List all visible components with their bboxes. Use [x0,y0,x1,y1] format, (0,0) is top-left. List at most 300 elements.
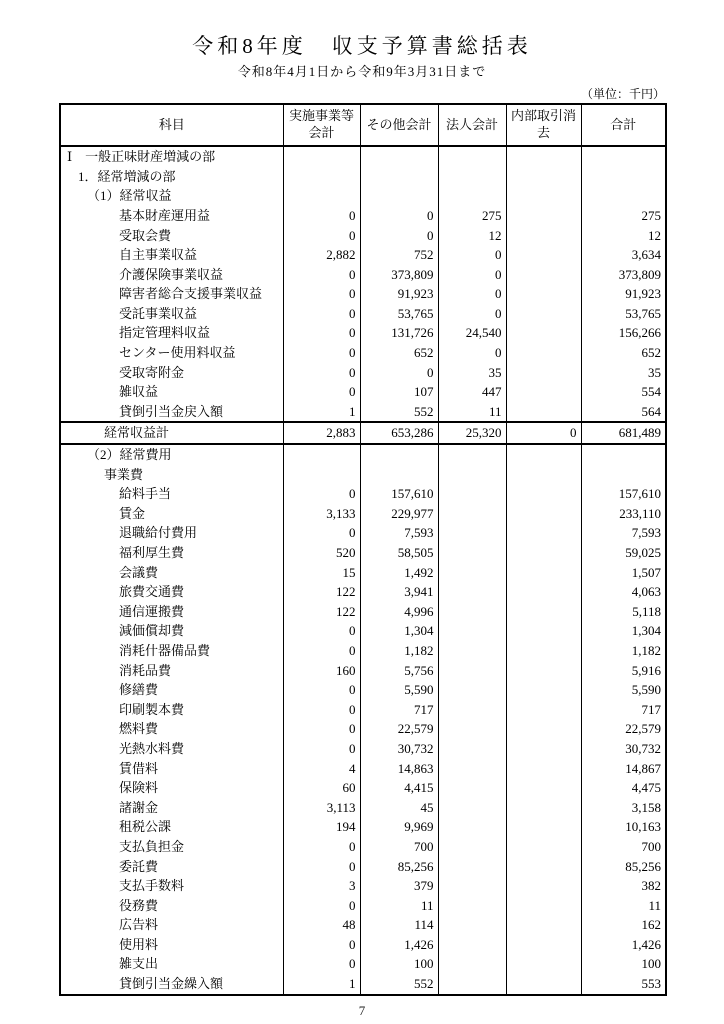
cell-value [283,167,360,187]
column-header: 合計 [581,104,666,146]
cell-value: 10,163 [581,817,666,837]
cell-value [438,935,506,955]
unit-note: （単位：千円） [580,87,665,102]
header-row [60,104,666,146]
cell-value: 5,590 [360,680,438,700]
cell-value: 3,113 [283,798,360,818]
cell-value: 0 [283,484,360,504]
table-row [60,857,666,877]
cell-value: 85,256 [360,857,438,877]
row-label: 賃金 [60,504,283,524]
cell-value: 194 [283,817,360,837]
cell-value: 48 [283,915,360,935]
cell-value: 22,579 [581,719,666,739]
cell-value [506,304,581,324]
row-label: 雑支出 [60,954,283,974]
cell-value: 0 [283,621,360,641]
table-row [60,759,666,779]
cell-value: 0 [283,857,360,877]
cell-value: 3 [283,876,360,896]
row-label: 減価償却費 [60,621,283,641]
cell-value [506,778,581,798]
row-label: 自主事業収益 [60,245,283,265]
table-row [60,798,666,818]
cell-value [581,444,666,465]
table-row [60,935,666,955]
cell-value: 275 [581,206,666,226]
row-label: 障害者総合支援事業収益 [60,284,283,304]
cell-value: 717 [581,700,666,720]
cell-value: 2,882 [283,245,360,265]
cell-value [438,641,506,661]
cell-value: 233,110 [581,504,666,524]
cell-value [506,837,581,857]
cell-value: 0 [283,323,360,343]
cell-value: 91,923 [360,284,438,304]
cell-value [438,484,506,504]
cell-value: 2,883 [283,422,360,444]
cell-value: 1,426 [581,935,666,955]
cell-value [506,323,581,343]
cell-value: 131,726 [360,323,438,343]
table-row [60,582,666,602]
column-header: 法人会計 [438,104,506,146]
cell-value: 100 [360,954,438,974]
cell-value: 25,320 [438,422,506,444]
cell-value: 85,256 [581,857,666,877]
cell-value [506,896,581,916]
table-row [60,323,666,343]
cell-value [506,915,581,935]
cell-value: 0 [283,343,360,363]
table-row [60,837,666,857]
cell-value [438,915,506,935]
row-label: 貸倒引当金戻入額 [60,402,283,423]
row-label: 役務費 [60,896,283,916]
cell-value [283,186,360,206]
cell-value [438,700,506,720]
cell-value: 11 [360,896,438,916]
cell-value [506,857,581,877]
page-subtitle: 令和8年4月1日から令和9年3月31日まで [237,64,487,80]
cell-value: 157,610 [360,484,438,504]
cell-value [506,700,581,720]
cell-value: 552 [360,974,438,995]
cell-value: 4,063 [581,582,666,602]
cell-value: 1,507 [581,563,666,583]
cell-value [283,465,360,485]
cell-value: 3,941 [360,582,438,602]
cell-value [438,739,506,759]
cell-value: 373,809 [581,265,666,285]
row-label: 賃借料 [60,759,283,779]
cell-value [438,857,506,877]
cell-value [506,226,581,246]
cell-value [506,661,581,681]
cell-value [438,444,506,465]
cell-value: 12 [581,226,666,246]
cell-value: 35 [438,363,506,383]
cell-value: 7,593 [581,523,666,543]
cell-value: 0 [438,304,506,324]
table-row [60,543,666,563]
row-label: 受取会費 [60,226,283,246]
row-label: 消耗什器備品費 [60,641,283,661]
cell-value: 162 [581,915,666,935]
table-row [60,817,666,837]
cell-value: 58,505 [360,543,438,563]
cell-value [506,759,581,779]
cell-value: 7,593 [360,523,438,543]
row-label: 退職給付費用 [60,523,283,543]
row-label: 雑収益 [60,382,283,402]
cell-value: 0 [360,363,438,383]
cell-value: 229,977 [360,504,438,524]
cell-value [438,582,506,602]
cell-value [438,954,506,974]
cell-value: 5,756 [360,661,438,681]
row-label: 支払負担金 [60,837,283,857]
cell-value: 0 [438,265,506,285]
column-header: 科目 [60,104,283,146]
cell-value [438,778,506,798]
cell-value: 60 [283,778,360,798]
cell-value [360,444,438,465]
cell-value: 1,304 [581,621,666,641]
cell-value [506,680,581,700]
cell-value: 0 [438,343,506,363]
cell-value: 5,118 [581,602,666,622]
cell-value: 35 [581,363,666,383]
cell-value [283,444,360,465]
cell-value [506,444,581,465]
cell-value [506,284,581,304]
row-label: 光熱水料費 [60,739,283,759]
cell-value [506,167,581,187]
cell-value: 752 [360,245,438,265]
row-label: センター使用料収益 [60,343,283,363]
cell-value [506,641,581,661]
cell-value [506,186,581,206]
table-row [60,719,666,739]
cell-value [506,817,581,837]
cell-value [438,896,506,916]
cell-value [360,186,438,206]
cell-value [506,363,581,383]
cell-value [438,719,506,739]
cell-value [581,186,666,206]
table-row [60,563,666,583]
row-label: 通信運搬費 [60,602,283,622]
cell-value [438,543,506,563]
cell-value: 0 [360,206,438,226]
table-row [60,284,666,304]
cell-value [506,504,581,524]
cell-value [506,484,581,504]
row-label: 貸倒引当金繰入額 [60,974,283,995]
cell-value: 1,492 [360,563,438,583]
row-label: 印刷製本費 [60,700,283,720]
cell-value [506,621,581,641]
cell-value: 275 [438,206,506,226]
cell-value: 4,415 [360,778,438,798]
cell-value: 0 [283,363,360,383]
table-row [60,422,666,444]
cell-value [438,186,506,206]
cell-value: 0 [283,739,360,759]
cell-value: 24,540 [438,323,506,343]
cell-value [506,465,581,485]
cell-value: 1,426 [360,935,438,955]
table-row [60,876,666,896]
row-label: 会議費 [60,563,283,583]
cell-value: 1,304 [360,621,438,641]
table-row [60,167,666,187]
cell-value: 15 [283,563,360,583]
cell-value [506,876,581,896]
cell-value: 553 [581,974,666,995]
cell-value: 554 [581,382,666,402]
table-row [60,778,666,798]
cell-value [506,523,581,543]
row-label: （1）経常収益 [60,186,283,206]
table-body [60,146,666,995]
cell-value [438,563,506,583]
cell-value: 0 [360,226,438,246]
cell-value: 4 [283,759,360,779]
cell-value [506,146,581,167]
table-row [60,465,666,485]
cell-value [506,954,581,974]
cell-value: 0 [283,226,360,246]
cell-value: 107 [360,382,438,402]
table-row [60,343,666,363]
cell-value: 681,489 [581,422,666,444]
cell-value: 11 [581,896,666,916]
cell-value: 564 [581,402,666,423]
table-row [60,523,666,543]
cell-value: 3,158 [581,798,666,818]
budget-summary-table [59,103,667,996]
cell-value: 14,863 [360,759,438,779]
row-label: 諸謝金 [60,798,283,818]
cell-value: 700 [360,837,438,857]
cell-value: 0 [283,382,360,402]
cell-value [506,343,581,363]
cell-value: 1,182 [581,641,666,661]
cell-value: 122 [283,582,360,602]
cell-value: 379 [360,876,438,896]
cell-value: 0 [283,680,360,700]
cell-value: 0 [438,245,506,265]
row-label: 租税公課 [60,817,283,837]
table-row [60,304,666,324]
cell-value: 4,996 [360,602,438,622]
cell-value: 700 [581,837,666,857]
table-row [60,700,666,720]
cell-value [506,719,581,739]
cell-value: 12 [438,226,506,246]
cell-value: 3,133 [283,504,360,524]
cell-value [283,146,360,167]
row-label: 支払手数料 [60,876,283,896]
cell-value [581,146,666,167]
row-label: 受託事業収益 [60,304,283,324]
cell-value [438,798,506,818]
cell-value [438,146,506,167]
cell-value: 0 [283,304,360,324]
cell-value: 652 [581,343,666,363]
table-row [60,265,666,285]
table-row [60,739,666,759]
cell-value: 9,969 [360,817,438,837]
cell-value: 653,286 [360,422,438,444]
table-row [60,641,666,661]
cell-value: 520 [283,543,360,563]
cell-value: 157,610 [581,484,666,504]
cell-value: 45 [360,798,438,818]
cell-value: 0 [283,837,360,857]
row-label: 受取寄附金 [60,363,283,383]
cell-value: 0 [283,284,360,304]
cell-value: 0 [283,719,360,739]
cell-value: 1 [283,402,360,423]
cell-value: 652 [360,343,438,363]
cell-value [438,974,506,995]
cell-value [581,167,666,187]
row-label: 給料手当 [60,484,283,504]
cell-value: 100 [581,954,666,974]
cell-value [438,876,506,896]
row-label: 基本財産運用益 [60,206,283,226]
cell-value: 0 [283,935,360,955]
table-row [60,444,666,465]
cell-value [438,167,506,187]
cell-value [438,817,506,837]
cell-value [506,935,581,955]
table-row [60,915,666,935]
cell-value: 717 [360,700,438,720]
cell-value: 0 [283,206,360,226]
table-row [60,621,666,641]
document-page [59,0,665,1019]
cell-value: 0 [283,700,360,720]
row-label: 燃料費 [60,719,283,739]
cell-value [506,582,581,602]
row-label: 1．経常増減の部 [60,167,283,187]
table-row [60,363,666,383]
cell-value [438,465,506,485]
table-row [60,896,666,916]
table-row [60,661,666,681]
row-label: 旅費交通費 [60,582,283,602]
cell-value: 5,590 [581,680,666,700]
cell-value: 91,923 [581,284,666,304]
cell-value: 0 [283,265,360,285]
cell-value: 53,765 [581,304,666,324]
cell-value [581,465,666,485]
table-row [60,954,666,974]
table-row [60,484,666,504]
cell-value [438,602,506,622]
table-row [60,186,666,206]
table-row [60,245,666,265]
row-label: 使用料 [60,935,283,955]
row-label: 介護保険事業収益 [60,265,283,285]
cell-value [506,798,581,818]
cell-value: 0 [283,896,360,916]
cell-value [360,167,438,187]
cell-value: 0 [283,954,360,974]
table-row [60,226,666,246]
table-row [60,974,666,995]
cell-value: 447 [438,382,506,402]
cell-value: 4,475 [581,778,666,798]
cell-value: 5,916 [581,661,666,681]
table-row [60,382,666,402]
page-title: 令和8年度 収支予算書総括表 [192,34,532,58]
row-label: 経常収益計 [60,422,283,444]
cell-value [506,382,581,402]
row-label: 事業費 [60,465,283,485]
cell-value [506,206,581,226]
cell-value [506,543,581,563]
row-label: 委託費 [60,857,283,877]
cell-value: 30,732 [581,739,666,759]
cell-value: 0 [506,422,581,444]
cell-value: 14,867 [581,759,666,779]
cell-value [506,265,581,285]
cell-value: 11 [438,402,506,423]
cell-value: 156,266 [581,323,666,343]
cell-value [506,974,581,995]
cell-value: 0 [283,641,360,661]
row-label: 修繕費 [60,680,283,700]
cell-value [506,245,581,265]
cell-value [438,523,506,543]
row-label: Ⅰ 一般正味財産増減の部 [60,146,283,167]
cell-value: 160 [283,661,360,681]
cell-value: 382 [581,876,666,896]
table-row [60,402,666,423]
cell-value [438,621,506,641]
column-header: 内部取引消去 [506,104,581,146]
cell-value: 59,025 [581,543,666,563]
cell-value [506,602,581,622]
cell-value [438,759,506,779]
cell-value: 3,634 [581,245,666,265]
table-row [60,206,666,226]
table-row [60,602,666,622]
table-row [60,146,666,167]
row-label: 消耗品費 [60,661,283,681]
cell-value: 30,732 [360,739,438,759]
row-label: 広告料 [60,915,283,935]
cell-value: 114 [360,915,438,935]
cell-value [438,837,506,857]
cell-value: 0 [438,284,506,304]
cell-value [438,661,506,681]
cell-value [506,402,581,423]
cell-value: 373,809 [360,265,438,285]
cell-value: 1,182 [360,641,438,661]
cell-value [360,146,438,167]
cell-value: 53,765 [360,304,438,324]
cell-value [506,563,581,583]
cell-value [360,465,438,485]
row-label: 福利厚生費 [60,543,283,563]
table-row [60,680,666,700]
